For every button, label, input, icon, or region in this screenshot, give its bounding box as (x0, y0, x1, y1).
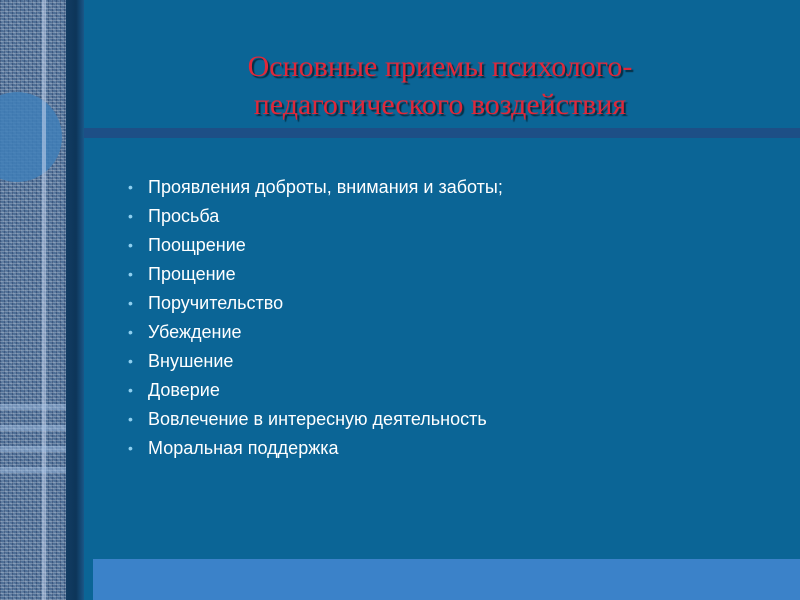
list-item (128, 289, 503, 318)
list-item-text: Вовлечение в интересную деятельность (148, 409, 487, 429)
bullet-list (128, 173, 503, 463)
bottom-bar (93, 559, 800, 600)
bullet-icon: • (128, 208, 133, 224)
decorative-band (0, 467, 66, 473)
bullet-icon: • (128, 237, 133, 253)
slide-title-line-2: педагогического воздействия (253, 88, 627, 121)
title-divider (84, 128, 800, 138)
bullet-icon: • (128, 353, 133, 369)
list-item-text: Поручительство (148, 293, 284, 313)
list-item-text: Доверие (148, 380, 220, 400)
bullet-icon: • (128, 440, 133, 456)
bullet-icon: • (128, 382, 133, 398)
list-item-text: Убеждение (148, 322, 242, 342)
vertical-separator (66, 0, 84, 600)
bullet-icon: • (128, 411, 133, 427)
list-item-text: Поощрение (148, 235, 246, 255)
list-item-text: Просьба (148, 206, 220, 226)
list-item (128, 231, 503, 260)
list-item (128, 347, 503, 376)
list-item-text: Прощение (148, 264, 236, 284)
list-item-text: Моральная поддержка (148, 438, 339, 458)
list-item (128, 434, 503, 463)
decorative-vertical-line (42, 0, 46, 600)
list-item (128, 405, 503, 434)
list-item (128, 376, 503, 405)
list-item-text: Проявления доброты, внимания и заботы; (148, 177, 503, 197)
slide-title-line-1: Основные приемы психолого- (247, 50, 633, 83)
decorative-band (0, 425, 66, 431)
bullet-icon: • (128, 324, 133, 340)
decorative-band (0, 404, 66, 410)
decorative-texture-strip (0, 0, 66, 600)
decorative-band (0, 446, 66, 452)
list-item (128, 260, 503, 289)
list-item (128, 173, 503, 202)
list-item-text: Внушение (148, 351, 234, 371)
bullet-icon: • (128, 179, 133, 195)
list-item (128, 202, 503, 231)
slide-title (180, 48, 700, 124)
decorative-circle (0, 92, 62, 182)
list-item (128, 318, 503, 347)
bullet-icon: • (128, 295, 133, 311)
bullet-icon: • (128, 266, 133, 282)
